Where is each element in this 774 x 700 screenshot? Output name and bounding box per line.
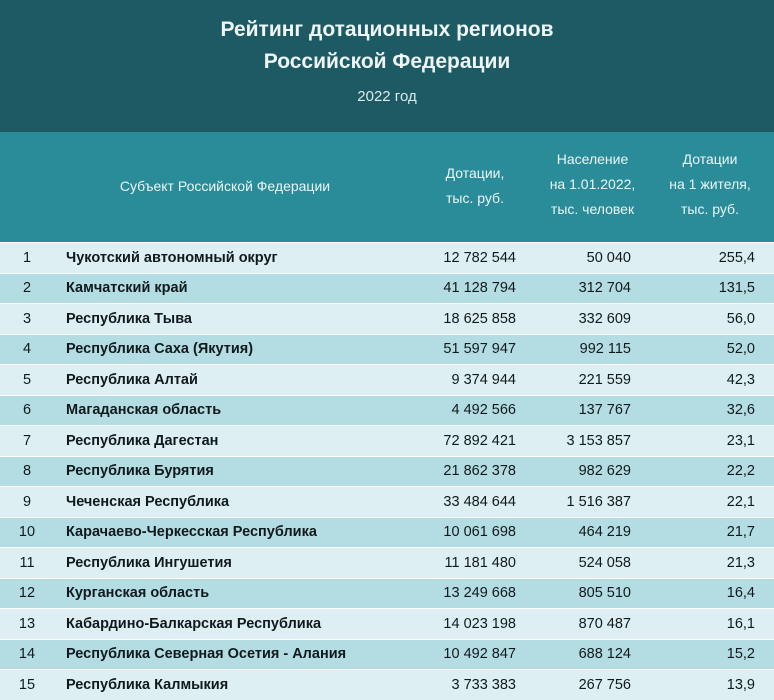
region-name-cell: Чеченская Республика xyxy=(66,493,230,510)
population-cell: 3 153 857 xyxy=(566,432,631,449)
per-capita-cell: 56,0 xyxy=(726,310,755,327)
per-capita-cell: 23,1 xyxy=(726,432,755,449)
table-row xyxy=(0,639,774,670)
title-block xyxy=(0,0,774,132)
region-name-cell: Республика Алтай xyxy=(66,371,198,388)
population-cell: 267 756 xyxy=(578,676,631,693)
table-row xyxy=(0,517,774,548)
title-line-1: Рейтинг дотационных регионов xyxy=(220,18,554,41)
population-cell: 870 487 xyxy=(578,615,631,632)
header-per-capita-line-2: на 1 жителя, xyxy=(669,176,751,192)
dotations-cell: 11 181 480 xyxy=(444,554,516,571)
header-per-capita xyxy=(650,147,770,222)
table-row xyxy=(0,669,774,700)
header-population xyxy=(535,147,650,222)
table-header xyxy=(0,132,774,242)
rank-cell: 2 xyxy=(22,280,32,297)
per-capita-cell: 52,0 xyxy=(726,341,755,358)
rank-cell: 8 xyxy=(22,463,32,480)
dotations-cell: 13 249 668 xyxy=(443,585,516,602)
chart-title xyxy=(0,14,774,78)
population-cell: 50 040 xyxy=(586,249,631,266)
table-row xyxy=(0,242,774,273)
header-dotations-line-2: тыс. руб. xyxy=(446,190,504,206)
region-name-cell: Курганская область xyxy=(66,585,210,602)
table-body xyxy=(0,242,774,700)
per-capita-cell: 42,3 xyxy=(726,371,755,388)
title-line-2: Российской Федерации xyxy=(263,50,511,73)
table-row xyxy=(0,486,774,517)
region-name-cell: Чукотский автономный округ xyxy=(66,249,278,266)
population-cell: 524 058 xyxy=(578,554,631,571)
population-cell: 992 115 xyxy=(579,341,631,358)
table-row xyxy=(0,364,774,395)
rank-cell: 3 xyxy=(22,310,32,327)
rank-cell: 14 xyxy=(18,646,36,663)
rank-cell: 13 xyxy=(18,615,36,632)
population-cell: 688 124 xyxy=(578,646,631,663)
dotations-cell: 41 128 794 xyxy=(443,280,516,297)
per-capita-cell: 13,9 xyxy=(726,676,755,693)
population-cell: 332 609 xyxy=(578,310,631,327)
per-capita-cell: 21,7 xyxy=(726,524,755,541)
per-capita-cell: 131,5 xyxy=(718,280,755,297)
population-cell: 312 704 xyxy=(578,280,631,297)
population-cell: 137 767 xyxy=(578,402,631,419)
per-capita-cell: 255,4 xyxy=(718,249,755,266)
rank-cell: 11 xyxy=(19,554,35,571)
table-row xyxy=(0,273,774,304)
population-cell: 805 510 xyxy=(578,585,631,602)
chart-subtitle: 2022 год xyxy=(357,88,417,105)
table-row xyxy=(0,303,774,334)
rank-cell: 7 xyxy=(22,432,32,449)
per-capita-cell: 16,4 xyxy=(726,585,755,602)
dotations-cell: 12 782 544 xyxy=(443,249,516,266)
rank-cell: 6 xyxy=(22,402,32,419)
header-population-line-3: тыс. человек xyxy=(550,201,635,217)
population-cell: 464 219 xyxy=(578,524,631,541)
table-row xyxy=(0,395,774,426)
header-subject xyxy=(90,174,360,199)
header-dotations-line-1: Дотации, xyxy=(445,165,505,181)
per-capita-cell: 21,3 xyxy=(726,554,755,571)
region-name-cell: Республика Ингушетия xyxy=(66,554,232,571)
region-name-cell: Республика Калмыкия xyxy=(66,676,229,693)
header-dotations xyxy=(420,161,530,211)
rank-cell: 12 xyxy=(18,585,36,602)
dotations-cell: 18 625 858 xyxy=(443,310,516,327)
per-capita-cell: 32,6 xyxy=(726,402,755,419)
dotations-cell: 3 733 383 xyxy=(451,676,516,693)
header-per-capita-line-1: Дотации xyxy=(682,151,738,167)
header-per-capita-line-3: тыс. руб. xyxy=(681,201,739,217)
dotations-cell: 14 023 198 xyxy=(443,615,516,632)
region-name-cell: Камчатский край xyxy=(66,280,188,297)
table-row xyxy=(0,334,774,365)
dotations-cell: 10 492 847 xyxy=(443,646,516,663)
region-name-cell: Республика Саха (Якутия) xyxy=(66,341,254,358)
rank-cell: 1 xyxy=(22,249,32,266)
rank-cell: 9 xyxy=(22,493,32,510)
population-cell: 982 629 xyxy=(578,463,631,480)
dotations-cell: 10 061 698 xyxy=(443,524,516,541)
population-cell: 1 516 387 xyxy=(566,493,631,510)
per-capita-cell: 15,2 xyxy=(726,646,755,663)
table-row xyxy=(0,608,774,639)
dotations-cell: 21 862 378 xyxy=(443,463,516,480)
rank-cell: 15 xyxy=(18,676,36,693)
region-name-cell: Республика Северная Осетия - Алания xyxy=(66,646,347,663)
region-name-cell: Кабардино-Балкарская Республика xyxy=(66,615,322,632)
rank-cell: 5 xyxy=(22,371,32,388)
region-name-cell: Магаданская область xyxy=(66,402,222,419)
table-row xyxy=(0,456,774,487)
population-cell: 221 559 xyxy=(578,371,631,388)
rank-cell: 10 xyxy=(18,524,36,541)
dotations-cell: 51 597 947 xyxy=(443,341,516,358)
rank-cell: 4 xyxy=(22,341,32,358)
header-population-line-2: на 1.01.2022, xyxy=(549,176,636,192)
dotations-cell: 33 484 644 xyxy=(443,493,516,510)
dotations-cell: 9 374 944 xyxy=(451,371,516,388)
per-capita-cell: 22,1 xyxy=(726,493,755,510)
per-capita-cell: 22,2 xyxy=(726,463,755,480)
region-name-cell: Республика Тыва xyxy=(66,310,192,327)
table-row xyxy=(0,578,774,609)
table-row xyxy=(0,425,774,456)
header-subject-line: Субъект Российской Федерации xyxy=(119,178,331,194)
region-name-cell: Республика Дагестан xyxy=(66,432,219,449)
region-name-cell: Карачаево-Черкесская Республика xyxy=(66,524,317,541)
dotations-cell: 4 492 566 xyxy=(451,402,516,419)
table-row xyxy=(0,547,774,578)
header-population-line-1: Население xyxy=(556,151,629,167)
region-name-cell: Республика Бурятия xyxy=(66,463,214,480)
dotations-cell: 72 892 421 xyxy=(443,432,516,449)
per-capita-cell: 16,1 xyxy=(726,615,755,632)
